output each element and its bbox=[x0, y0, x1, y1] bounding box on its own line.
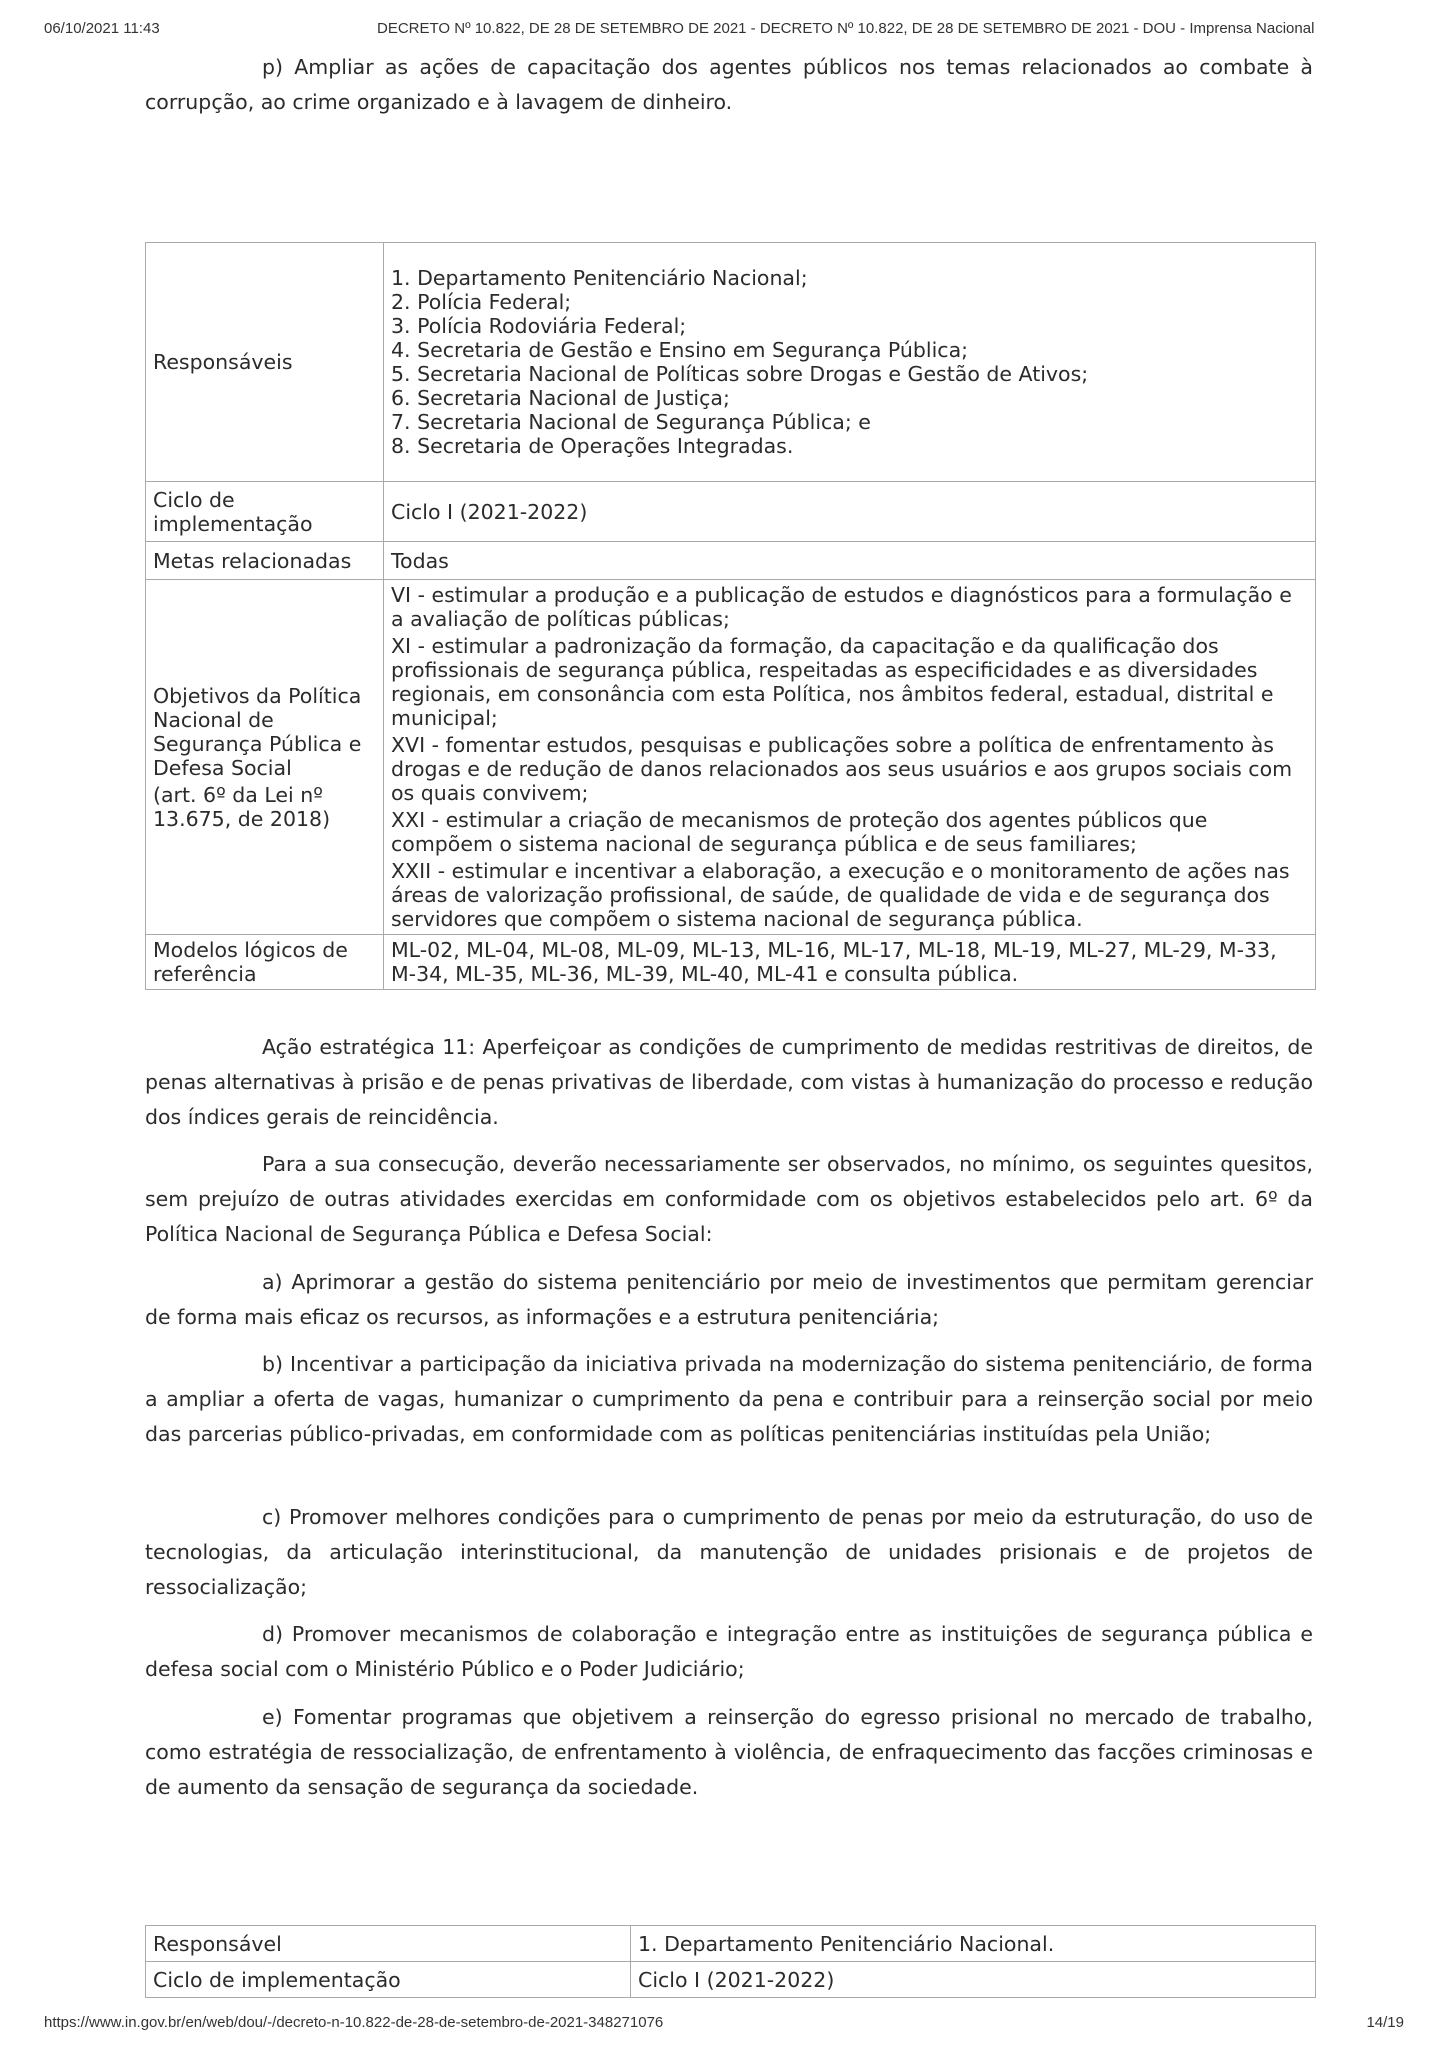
paragraph-text: e) Fomentar programas que objetivem a reinserção do egresso prisional no mercado de trabalho, como estratégia de ressocialização, de enfrentamento à violência, de enfraquecimento das facções criminosas e de aumento da sensação de segurança da sociedade. bbox=[145, 1705, 1313, 1799]
list-item: XI - estimular a padronização da formação, da capacitação e da qualificação dos profissionais de segurança pública, respeitadas as especificidades e as diversidades regionais, em consonância com esta Política, nos âmbitos federal, estadual, distrital e municipal; bbox=[391, 634, 1274, 730]
row-label-objetivos bbox=[146, 580, 384, 935]
paragraph-text: Ação estratégica 11: Aperfeiçoar as condições de cumprimento de medidas restritivas de direitos, de penas alternativas à prisão e de penas privativas de liberdade, com vistas à humanização do processo e redução dos índices gerais de reincidência. bbox=[145, 1035, 1313, 1129]
list-item: 7. Secretaria Nacional de Segurança Pública; e bbox=[391, 410, 871, 434]
table-row-modelos bbox=[146, 935, 1316, 990]
table-row-metas bbox=[146, 542, 1316, 580]
intro-paragraph bbox=[145, 50, 1313, 120]
paragraph bbox=[145, 1347, 1313, 1452]
list-item: 5. Secretaria Nacional de Políticas sobre Drogas e Gestão de Ativos; bbox=[391, 362, 1089, 386]
list-item: 2. Polícia Federal; bbox=[391, 290, 572, 314]
objetivos-label: Objetivos da Política Nacional de Segurança Pública e Defesa Social bbox=[153, 683, 362, 780]
paragraph-text: d) Promover mecanismos de colaboração e integração entre as instituições de segurança pública e defesa social com o Ministério Público e o Poder Judiciário; bbox=[145, 1622, 1313, 1681]
table-row-responsaveis bbox=[146, 243, 1316, 482]
list-item: 6. Secretaria Nacional de Justiça; bbox=[391, 386, 730, 410]
list-item: XXII - estimular e incentivar a elaboração, a execução e o monitoramento de ações nas áreas de valorização profissional, de saúde, de qualidade de vida e de segurança dos servidores que compõem o sistema nacional de segurança pública. bbox=[391, 859, 1290, 931]
list-item: VI - estimular a produção e a publicação de estudos e diagnósticos para a formulação e a avaliação de políticas públicas; bbox=[391, 583, 1292, 631]
table-row-objetivos bbox=[146, 580, 1316, 935]
list-item: 1. Departamento Penitenciário Nacional; bbox=[391, 266, 808, 290]
row-value: Todas bbox=[384, 542, 1316, 580]
intro-paragraph-text: p) Ampliar as ações de capacitação dos agentes públicos nos temas relacionados ao combate à corrupção, ao crime organizado e à lavagem de dinheiro. bbox=[145, 55, 1313, 114]
print-footer bbox=[44, 2014, 1404, 2034]
row-label: Responsável bbox=[146, 1926, 631, 1962]
responsible-table bbox=[145, 1925, 1316, 1998]
print-date: 06/10/2021 11:43 bbox=[44, 20, 160, 37]
list-item: 8. Secretaria de Operações Integradas. bbox=[391, 434, 794, 458]
table-row-responsavel bbox=[146, 1926, 1316, 1962]
paragraph-text: Para a sua consecução, deverão necessariamente ser observados, no mínimo, os seguintes quesitos, sem prejuízo de outras atividades exercidas em conformidade com os objetivos estabelecidos pelo art. 6º da Política Nacional de Segurança Pública e Defesa Social: bbox=[145, 1152, 1313, 1246]
details-table bbox=[145, 242, 1316, 990]
print-header bbox=[44, 20, 1404, 40]
row-label: Modelos lógicos de referência bbox=[146, 935, 384, 990]
paragraph-text: c) Promover melhores condições para o cumprimento de penas por meio da estruturação, do uso de tecnologias, da articulação interinstitucional, da manutenção de unidades prisionais e de projetos de ressocialização; bbox=[145, 1505, 1313, 1599]
paragraph bbox=[145, 1147, 1313, 1252]
row-value: Ciclo I (2021-2022) bbox=[384, 482, 1316, 542]
row-label: Ciclo de implementação bbox=[146, 482, 384, 542]
list-item: XVI - fomentar estudos, pesquisas e publicações sobre a política de enfrentamento às drogas e de redução de danos relacionados aos seus usuários e aos grupos sociais com os quais convivem; bbox=[391, 733, 1293, 805]
paragraph-text: b) Incentivar a participação da iniciativa privada na modernização do sistema penitenciário, de forma a ampliar a oferta de vagas, humanizar o cumprimento da pena e contribuir para a reinserção social por meio das parcerias público-privadas, em conformidade com as políticas penitenciárias instituídas pela União; bbox=[145, 1352, 1313, 1446]
page-number: 14/19 bbox=[1366, 2014, 1404, 2031]
table-row-ciclo bbox=[146, 482, 1316, 542]
paragraph bbox=[145, 1265, 1313, 1335]
list-item: 4. Secretaria de Gestão e Ensino em Segurança Pública; bbox=[391, 338, 969, 362]
row-label: Ciclo de implementação bbox=[146, 1962, 631, 1998]
row-label: Responsáveis bbox=[146, 243, 384, 482]
paragraph bbox=[145, 1617, 1313, 1687]
row-value: Ciclo I (2021-2022) bbox=[631, 1962, 1316, 1998]
responsaveis-list bbox=[384, 243, 1316, 482]
paragraph bbox=[145, 1700, 1313, 1805]
list-item: 3. Polícia Rodoviária Federal; bbox=[391, 314, 687, 338]
row-value: 1. Departamento Penitenciário Nacional. bbox=[631, 1926, 1316, 1962]
row-label: Metas relacionadas bbox=[146, 542, 384, 580]
objetivos-legal-reference: (art. 6º da Lei nº 13.675, de 2018) bbox=[153, 782, 331, 831]
paragraph-text: a) Aprimorar a gestão do sistema penitenciário por meio de investimentos que permitam gerenciar de forma mais eficaz os recursos, as informações e a estrutura penitenciária; bbox=[145, 1270, 1313, 1329]
print-title: DECRETO Nº 10.822, DE 28 DE SETEMBRO DE 2021 - DECRETO Nº 10.822, DE 28 DE SETEMBRO DE 2021 - DOU - Imprensa Nacional bbox=[377, 20, 1315, 37]
paragraph bbox=[145, 1030, 1313, 1135]
print-url: https://www.in.gov.br/en/web/dou/-/decreto-n-10.822-de-28-de-setembro-de-2021-348271076 bbox=[44, 2014, 664, 2031]
row-value: ML-02, ML-04, ML-08, ML-09, ML-13, ML-16, ML-17, ML-18, ML-19, ML-27, ML-29, M-33, M-34, ML-35, ML-36, ML-39, ML-40, ML-41 e consulta pública. bbox=[384, 935, 1316, 990]
objetivos-list bbox=[384, 580, 1316, 935]
list-item: XXI - estimular a criação de mecanismos de proteção dos agentes públicos que compõem o sistema nacional de segurança pública e de seus familiares; bbox=[391, 808, 1208, 856]
table-row-ciclo bbox=[146, 1962, 1316, 1998]
paragraph bbox=[145, 1500, 1313, 1605]
